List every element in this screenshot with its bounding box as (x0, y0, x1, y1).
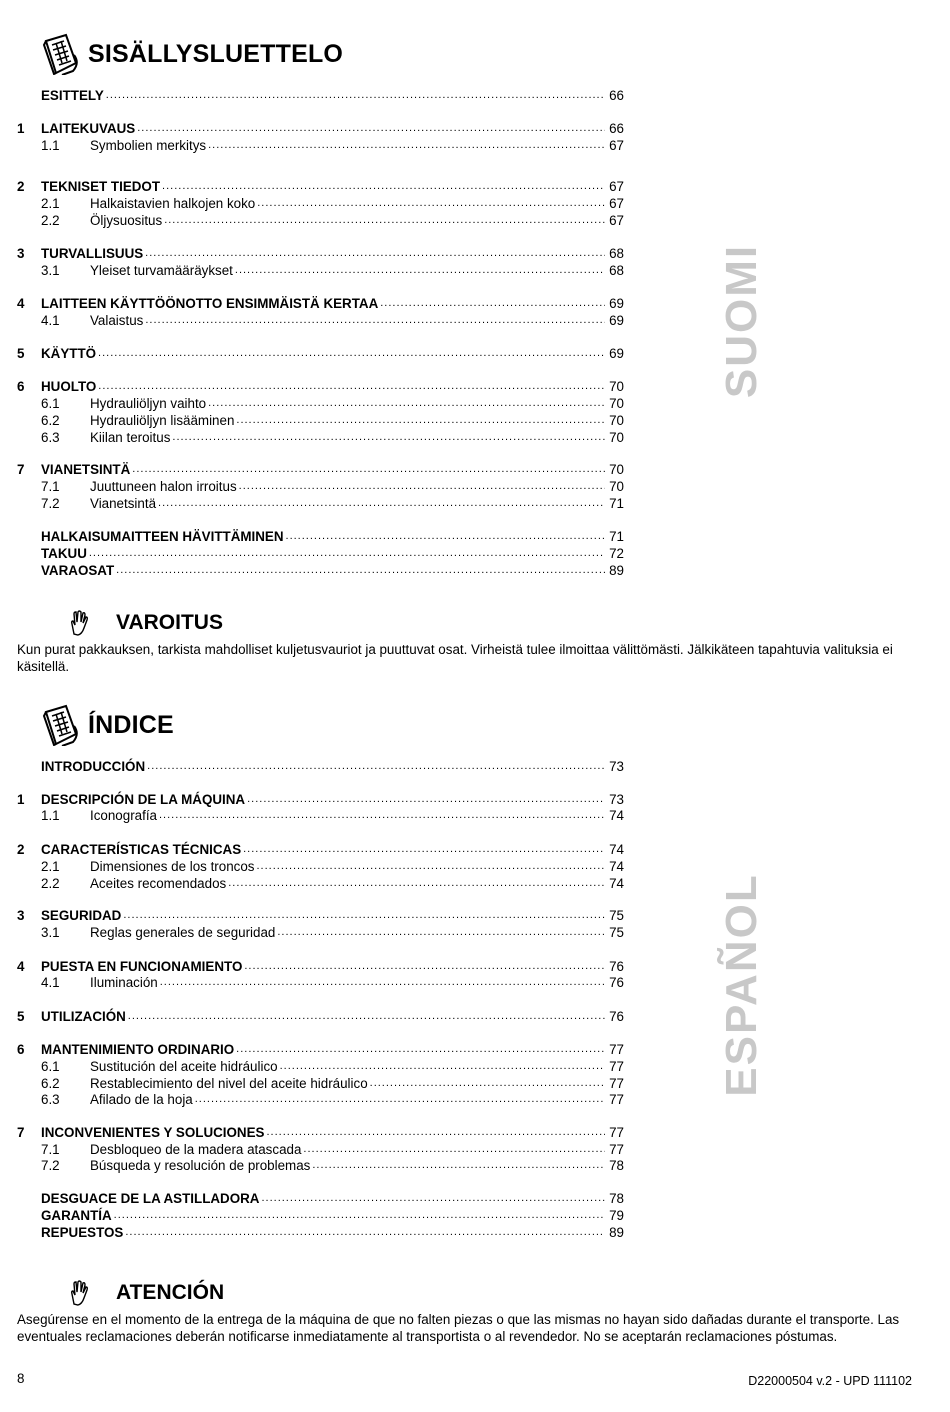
toc-entry-number: 2.1 (41, 196, 60, 211)
toc-entry-page: 70 (609, 379, 624, 394)
toc-entry-leader (41, 958, 624, 975)
toc-dot-leader (145, 245, 605, 262)
toc-entry-number: 2.2 (41, 213, 60, 228)
toc-entry-leader (90, 412, 624, 429)
toc-entry-number: 3.1 (41, 925, 60, 940)
toc-entry-leader (41, 1124, 624, 1141)
toc-entry-title: Yleiset turvamääräykset (90, 263, 233, 278)
toc-entry[interactable] (0, 120, 950, 137)
toc-entry-leader (90, 1058, 624, 1075)
toc-dot-leader (159, 807, 605, 824)
toc-entry-number: 3 (17, 908, 25, 923)
toc-dot-leader (195, 1091, 605, 1108)
toc-entry[interactable] (0, 1157, 950, 1174)
toc-entry-leader (90, 858, 624, 875)
toc-dot-leader (98, 378, 605, 395)
page-title: ÍNDICE (88, 710, 174, 739)
toc-entry-title: INTRODUCCIÓN (41, 759, 146, 774)
toc-entry-page: 76 (609, 1009, 624, 1024)
warning-title: VAROITUS (116, 611, 223, 634)
toc-entry-title: HALKAISUMAITTEEN HÄVITTÄMINEN (41, 529, 284, 544)
toc-entry-title: Dimensiones de los troncos (90, 859, 255, 874)
toc-entry-leader (41, 841, 624, 858)
toc-entry-title: LAITTEEN KÄYTTÖÖNOTTO ENSIMMÄISTÄ KERTAA (41, 296, 379, 311)
toc-entry-leader (90, 924, 624, 941)
toc-entry-leader (90, 1141, 624, 1158)
toc-entry-number: 6.1 (41, 1059, 60, 1074)
toc-entry-number: 1 (17, 792, 25, 807)
toc-entry[interactable] (0, 562, 950, 579)
toc-entry-page: 89 (609, 1225, 624, 1240)
toc-entry-page: 66 (609, 121, 624, 136)
toc-entry[interactable] (0, 758, 950, 775)
toc-entry-leader (90, 875, 624, 892)
toc-entry-number: 7.2 (41, 496, 60, 511)
fi-heading (40, 32, 343, 76)
toc-entry[interactable] (0, 1190, 950, 1207)
toc-entry-leader (90, 262, 624, 279)
toc-dot-leader (247, 791, 605, 808)
toc-entry[interactable] (0, 1224, 950, 1241)
toc-dot-leader (257, 195, 605, 212)
toc-entry-leader (41, 545, 624, 562)
toc-entry[interactable] (0, 907, 950, 924)
toc-entry[interactable] (0, 924, 950, 941)
toc-entry-leader (90, 974, 624, 991)
toc-entry-page: 78 (609, 1158, 624, 1173)
toc-dot-leader (261, 1190, 605, 1207)
toc-entry-number: 5 (17, 346, 25, 361)
toc-entry-title: Aceites recomendados (90, 876, 227, 891)
toc-entry-page: 69 (609, 296, 624, 311)
toc-entry-title: MANTENIMIENTO ORDINARIO (41, 1042, 235, 1057)
toc-dot-leader (172, 429, 605, 446)
toc-entry-number: 3.1 (41, 263, 60, 278)
toc-entry-leader (90, 807, 624, 824)
toc-entry-page: 89 (609, 563, 624, 578)
toc-entry[interactable] (0, 858, 950, 875)
toc-entry-number: 1.1 (41, 808, 60, 823)
toc-entry[interactable] (0, 461, 950, 478)
language-side-label: SUOMI (717, 243, 766, 399)
toc-dot-leader (160, 974, 605, 991)
toc-entry-page: 70 (609, 430, 624, 445)
toc-entry-leader (41, 562, 624, 579)
toc-dot-leader (239, 478, 605, 495)
toc-dot-leader (228, 875, 605, 892)
toc-entry-title: Öljysuositus (90, 213, 163, 228)
toc-entry-number: 2.2 (41, 876, 60, 891)
toc-entry-leader (41, 1207, 624, 1224)
toc-entry-title: SEGURIDAD (41, 908, 122, 923)
toc-entry[interactable] (0, 1008, 950, 1025)
toc-entry-leader (41, 1190, 624, 1207)
toc-entry-leader (90, 1157, 624, 1174)
warning-text: Kun purat pakkauksen, tarkista mahdolliset kuljetusvauriot ja puuttuvat osat. Virheistä tulee ilmoittaa välittömästi. Jälkikäteen tapahtuvia valituksia ei käsitellä. (17, 642, 893, 674)
es-warning-heading (68, 1278, 224, 1308)
document-code: D22000504 v.2 - UPD 111102 (748, 1374, 912, 1388)
toc-entry-number: 5 (17, 1009, 25, 1024)
toc-entry-title: CARACTERÍSTICAS TÉCNICAS (41, 842, 242, 857)
toc-entry-title: Hydrauliöljyn vaihto (90, 396, 207, 411)
toc-entry-title: Kiilan teroitus (90, 430, 171, 445)
toc-entry-leader (41, 907, 624, 924)
toc-dot-leader (128, 1008, 605, 1025)
toc-entry-number: 7.1 (41, 1142, 60, 1157)
toc-entry-title: Reglas generales de seguridad (90, 925, 276, 940)
toc-dot-leader (164, 212, 605, 229)
toc-entry-title: Restablecimiento del nivel del aceite hidráulico (90, 1076, 368, 1091)
toc-entry-leader (41, 1008, 624, 1025)
toc-dot-leader (162, 178, 605, 195)
toc-entry-leader (41, 87, 624, 104)
toc-entry-page: 70 (609, 479, 624, 494)
manual-book-icon (40, 704, 80, 746)
toc-entry[interactable] (0, 478, 950, 495)
toc-entry[interactable] (0, 87, 950, 104)
toc-entry-page: 77 (609, 1042, 624, 1057)
toc-entry[interactable] (0, 1207, 950, 1224)
toc-entry[interactable] (0, 875, 950, 892)
toc-entry[interactable] (0, 212, 950, 229)
toc-entry-page: 78 (609, 1191, 624, 1206)
toc-dot-leader (132, 461, 605, 478)
toc-entry-number: 7 (17, 1125, 25, 1140)
toc-dot-leader (123, 907, 605, 924)
toc-dot-leader (147, 758, 605, 775)
toc-entry[interactable] (0, 195, 950, 212)
toc-entry-title: INCONVENIENTES Y SOLUCIONES (41, 1125, 265, 1140)
toc-entry[interactable] (0, 958, 950, 975)
toc-entry-title: Sustitución del aceite hidráulico (90, 1059, 278, 1074)
page-number: 8 (17, 1371, 25, 1386)
toc-entry-page: 72 (609, 546, 624, 561)
toc-entry-title: PUESTA EN FUNCIONAMIENTO (41, 959, 243, 974)
toc-entry-number: 1 (17, 121, 25, 136)
toc-dot-leader (243, 841, 605, 858)
toc-dot-leader (98, 345, 605, 362)
toc-entry-number: 7 (17, 462, 25, 477)
toc-entry-page: 69 (609, 313, 624, 328)
toc-entry-title: Valaistus (90, 313, 144, 328)
toc-entry-page: 74 (609, 859, 624, 874)
toc-entry-leader (41, 528, 624, 545)
toc-entry[interactable] (0, 245, 950, 262)
toc-entry-page: 68 (609, 263, 624, 278)
toc-entry-number: 7.1 (41, 479, 60, 494)
toc-dot-leader (106, 87, 605, 104)
toc-entry-title: Hydrauliöljyn lisääminen (90, 413, 235, 428)
toc-entry-page: 71 (609, 496, 624, 511)
hand-warning-icon (68, 610, 90, 636)
toc-entry-page: 74 (609, 842, 624, 857)
toc-entry-leader (90, 478, 624, 495)
toc-entry[interactable] (0, 545, 950, 562)
toc-entry-number: 3 (17, 246, 25, 261)
toc-dot-leader (280, 1058, 606, 1075)
toc-entry-leader (41, 791, 624, 808)
toc-entry-title: Iluminación (90, 975, 158, 990)
toc-entry-page: 79 (609, 1208, 624, 1223)
toc-entry-number: 6 (17, 379, 25, 394)
toc-entry-page: 76 (609, 975, 624, 990)
toc-entry[interactable] (0, 495, 950, 512)
toc-entry-page: 67 (609, 213, 624, 228)
toc-entry-leader (41, 245, 624, 262)
toc-entry-number: 2 (17, 842, 25, 857)
toc-dot-leader (244, 958, 605, 975)
hand-warning-icon (68, 1280, 90, 1306)
toc-dot-leader (89, 545, 605, 562)
toc-entry-title: Desbloqueo de la madera atascada (90, 1142, 302, 1157)
toc-dot-leader (236, 1041, 605, 1058)
toc-entry-number: 4 (17, 296, 25, 311)
toc-entry-page: 76 (609, 959, 624, 974)
toc-dot-leader (257, 858, 606, 875)
toc-entry-number: 6.3 (41, 1092, 60, 1107)
toc-entry-leader (90, 429, 624, 446)
toc-entry-title: TURVALLISUUS (41, 246, 144, 261)
manual-book-icon (40, 33, 80, 75)
toc-entry-leader (90, 1091, 624, 1108)
toc-entry-page: 75 (609, 908, 624, 923)
toc-entry-page: 70 (609, 413, 624, 428)
toc-entry-number: 4 (17, 959, 25, 974)
toc-entry-page: 67 (609, 138, 624, 153)
toc-entry-page: 77 (609, 1125, 624, 1140)
toc-entry-title: VIANETSINTÄ (41, 462, 131, 477)
toc-dot-leader (236, 412, 605, 429)
toc-entry-page: 71 (609, 529, 624, 544)
toc-entry-page: 68 (609, 246, 624, 261)
language-side-label: ESPAÑOL (717, 873, 766, 1097)
toc-entry[interactable] (0, 807, 950, 824)
toc-entry-leader (41, 345, 624, 362)
fi-warning-heading (68, 608, 223, 638)
toc-entry-page: 77 (609, 1059, 624, 1074)
toc-entry-title: VARAOSAT (41, 563, 115, 578)
toc-entry-leader (41, 1224, 624, 1241)
toc-entry[interactable] (0, 137, 950, 154)
toc-entry-leader (90, 495, 624, 512)
warning-text: Asegúrense en el momento de la entrega de la máquina de que no falten piezas o que las mismas no hayan sido dañadas durante el transporte. Las eventuales reclamaciones deberán notificarse inmediatamente al transportista o al revendedor. No se aceptarán reclamaciones póstumas. (17, 1312, 900, 1344)
toc-entry[interactable] (0, 412, 950, 429)
toc-entry[interactable] (0, 262, 950, 279)
toc-entry-number: 4.1 (41, 975, 60, 990)
toc-dot-leader (380, 295, 605, 312)
toc-entry[interactable] (0, 429, 950, 446)
toc-entry-number: 6 (17, 1042, 25, 1057)
toc-entry[interactable] (0, 841, 950, 858)
toc-entry-page: 70 (609, 396, 624, 411)
toc-dot-leader (235, 262, 605, 279)
toc-entry[interactable] (0, 395, 950, 412)
toc-dot-leader (370, 1075, 605, 1092)
toc-entry-title: KÄYTTÖ (41, 346, 97, 361)
toc-entry-page: 69 (609, 346, 624, 361)
toc-entry-title: TEKNISET TIEDOT (41, 179, 161, 194)
toc-entry-title: UTILIZACIÓN (41, 1009, 126, 1024)
toc-entry-page: 73 (609, 759, 624, 774)
toc-entry-title: LAITEKUVAUS (41, 121, 136, 136)
toc-entry-number: 7.2 (41, 1158, 60, 1173)
toc-entry[interactable] (0, 528, 950, 545)
toc-entry-number: 6.1 (41, 396, 60, 411)
toc-dot-leader (208, 137, 605, 154)
toc-dot-leader (114, 1207, 605, 1224)
toc-entry-leader (41, 461, 624, 478)
toc-entry-page: 67 (609, 179, 624, 194)
toc-dot-leader (303, 1141, 605, 1158)
toc-entry-leader (41, 295, 624, 312)
toc-entry-page: 77 (609, 1076, 624, 1091)
toc-entry-leader (90, 137, 624, 154)
toc-entry[interactable] (0, 1075, 950, 1092)
toc-entry-title: Afilado de la hoja (90, 1092, 193, 1107)
toc-entry[interactable] (0, 1091, 950, 1108)
toc-dot-leader (145, 312, 605, 329)
toc-entry-leader (90, 195, 624, 212)
toc-entry-leader (41, 378, 624, 395)
warning-title: ATENCIÓN (116, 1281, 225, 1304)
toc-entry-page: 70 (609, 462, 624, 477)
toc-dot-leader (277, 924, 605, 941)
toc-entry-page: 67 (609, 196, 624, 211)
toc-dot-leader (125, 1224, 605, 1241)
toc-entry-leader (41, 1041, 624, 1058)
toc-entry-title: Iconografía (90, 808, 157, 823)
toc-entry-title: Symbolien merkitys (90, 138, 207, 153)
toc-entry-title: REPUESTOS (41, 1225, 124, 1240)
toc-entry[interactable] (0, 295, 950, 312)
es-heading (40, 703, 174, 747)
toc-entry-number: 4.1 (41, 313, 60, 328)
toc-dot-leader (116, 562, 605, 579)
toc-entry[interactable] (0, 1058, 950, 1075)
toc-entry-page: 77 (609, 1092, 624, 1107)
toc-entry[interactable] (0, 974, 950, 991)
toc-entry-number: 6.2 (41, 413, 60, 428)
toc-entry-number: 1.1 (41, 138, 60, 153)
toc-entry-title: Juuttuneen halon irroitus (90, 479, 237, 494)
toc-entry-leader (90, 312, 624, 329)
toc-entry[interactable] (0, 1141, 950, 1158)
page-title: SISÄLLYSLUETTELO (88, 39, 344, 68)
toc-entry-title: DESCRIPCIÓN DE LA MÁQUINA (41, 792, 246, 807)
toc-dot-leader (158, 495, 605, 512)
toc-entry-leader (90, 212, 624, 229)
toc-entry-number: 2.1 (41, 859, 60, 874)
toc-entry-page: 77 (609, 1142, 624, 1157)
toc-entry-page: 73 (609, 792, 624, 807)
toc-dot-leader (137, 120, 605, 137)
toc-entry-leader (90, 1075, 624, 1092)
toc-entry-title: DESGUACE DE LA ASTILLADORA (41, 1191, 260, 1206)
toc-entry-title: HUOLTO (41, 379, 97, 394)
toc-entry-leader (41, 758, 624, 775)
toc-entry[interactable] (0, 1124, 950, 1141)
toc-entry[interactable] (0, 345, 950, 362)
toc-dot-leader (286, 528, 606, 545)
toc-entry-title: GARANTÍA (41, 1208, 112, 1223)
toc-entry-title: ESITTELY (41, 88, 104, 103)
toc-entry-page: 66 (609, 88, 624, 103)
toc-entry-page: 74 (609, 876, 624, 891)
toc-entry[interactable] (0, 312, 950, 329)
toc-entry-number: 6.2 (41, 1076, 60, 1091)
toc-entry-title: Vianetsintä (90, 496, 157, 511)
toc-entry-leader (41, 120, 624, 137)
toc-entry[interactable] (0, 1041, 950, 1058)
toc-entry-page: 75 (609, 925, 624, 940)
toc-entry[interactable] (0, 378, 950, 395)
toc-entry-title: Búsqueda y resolución de problemas (90, 1158, 311, 1173)
toc-entry[interactable] (0, 178, 950, 195)
toc-entry-leader (41, 178, 624, 195)
toc-entry-leader (90, 395, 624, 412)
toc-entry-number: 2 (17, 179, 25, 194)
toc-entry[interactable] (0, 791, 950, 808)
toc-entry-title: Halkaistavien halkojen koko (90, 196, 256, 211)
toc-entry-number: 6.3 (41, 430, 60, 445)
toc-dot-leader (266, 1124, 605, 1141)
toc-dot-leader (208, 395, 605, 412)
toc-entry-title: TAKUU (41, 546, 87, 561)
toc-entry-page: 74 (609, 808, 624, 823)
toc-dot-leader (312, 1157, 605, 1174)
